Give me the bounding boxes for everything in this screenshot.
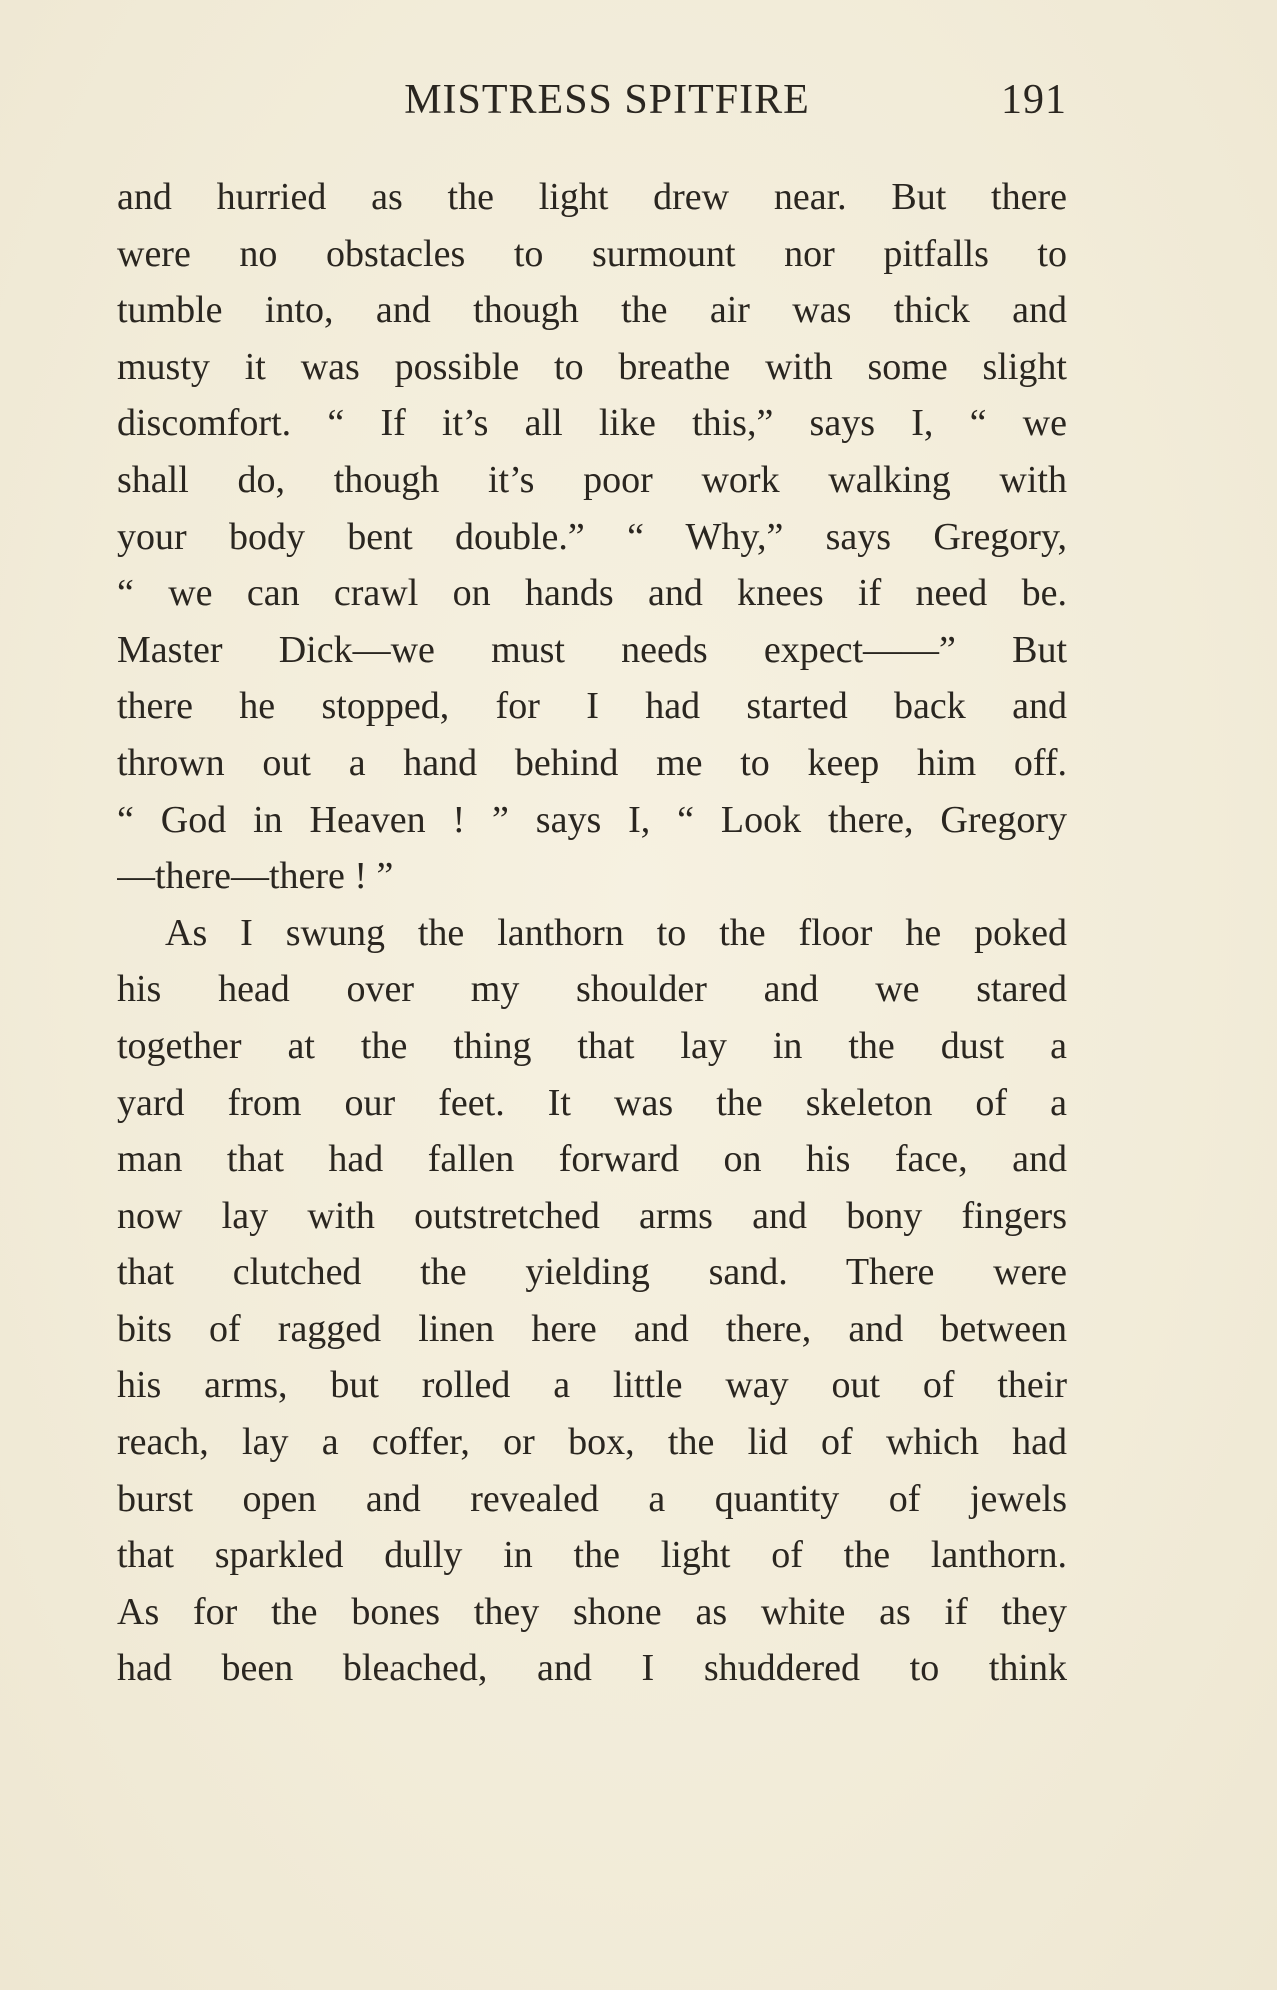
page-number: 191	[1001, 77, 1067, 123]
text-line: shall do, though it’s poor work walking with	[117, 458, 1067, 501]
body-text	[117, 169, 1067, 1697]
text-line: and hurried as the light drew near. But there	[117, 176, 1067, 218]
text-line: As for the bones they shone as white as if they	[117, 1590, 1067, 1633]
text-line: now lay with outstretched arms and bony fingers	[117, 1194, 1067, 1237]
text-line: thrown out a hand behind me to keep him off.	[117, 741, 1067, 784]
text-line: your body bent double.” “ Why,” says Gregory,	[117, 515, 1067, 558]
text-line: that clutched the yielding sand. There were	[117, 1251, 1067, 1294]
text-line: had been bleached, and I shuddered to think	[117, 1647, 1067, 1690]
text-line: Master Dick—we must needs expect——” But	[117, 628, 1067, 671]
text-line: that sparkled dully in the light of the lanthorn.	[117, 1534, 1067, 1577]
text-line: bits of ragged linen here and there, and between	[117, 1307, 1067, 1350]
text-line: tumble into, and though the air was thick and	[117, 289, 1067, 332]
text-line: man that had fallen forward on his face, and	[117, 1138, 1067, 1181]
text-line: were no obstacles to surmount nor pitfalls to	[117, 232, 1067, 275]
text-line: his head over my shoulder and we stared	[117, 968, 1067, 1011]
text-line: reach, lay a coffer, or box, the lid of which had	[117, 1421, 1067, 1464]
text-line: his arms, but rolled a little way out of their	[117, 1364, 1067, 1407]
text-line: —there—there ! ”	[117, 855, 394, 898]
text-line: As I swung the lanthorn to the floor he poked	[165, 911, 1067, 954]
text-line: yard from our feet. It was the skeleton of a	[117, 1081, 1067, 1124]
text-line: together at the thing that lay in the dust a	[117, 1024, 1067, 1067]
running-head	[117, 70, 1067, 130]
text-line: discomfort. “ If it’s all like this,” says I, “ we	[117, 402, 1067, 445]
text-line: “ God in Heaven ! ” says I, “ Look there, Gregory	[117, 798, 1067, 841]
running-title: MISTRESS SPITFIRE	[404, 77, 810, 123]
text-line: there he stopped, for I had started back and	[117, 685, 1067, 728]
text-line: “ we can crawl on hands and knees if need be.	[117, 572, 1067, 615]
text-line: musty it was possible to breathe with some slight	[117, 345, 1067, 388]
text-line: burst open and revealed a quantity of jewels	[117, 1477, 1067, 1520]
